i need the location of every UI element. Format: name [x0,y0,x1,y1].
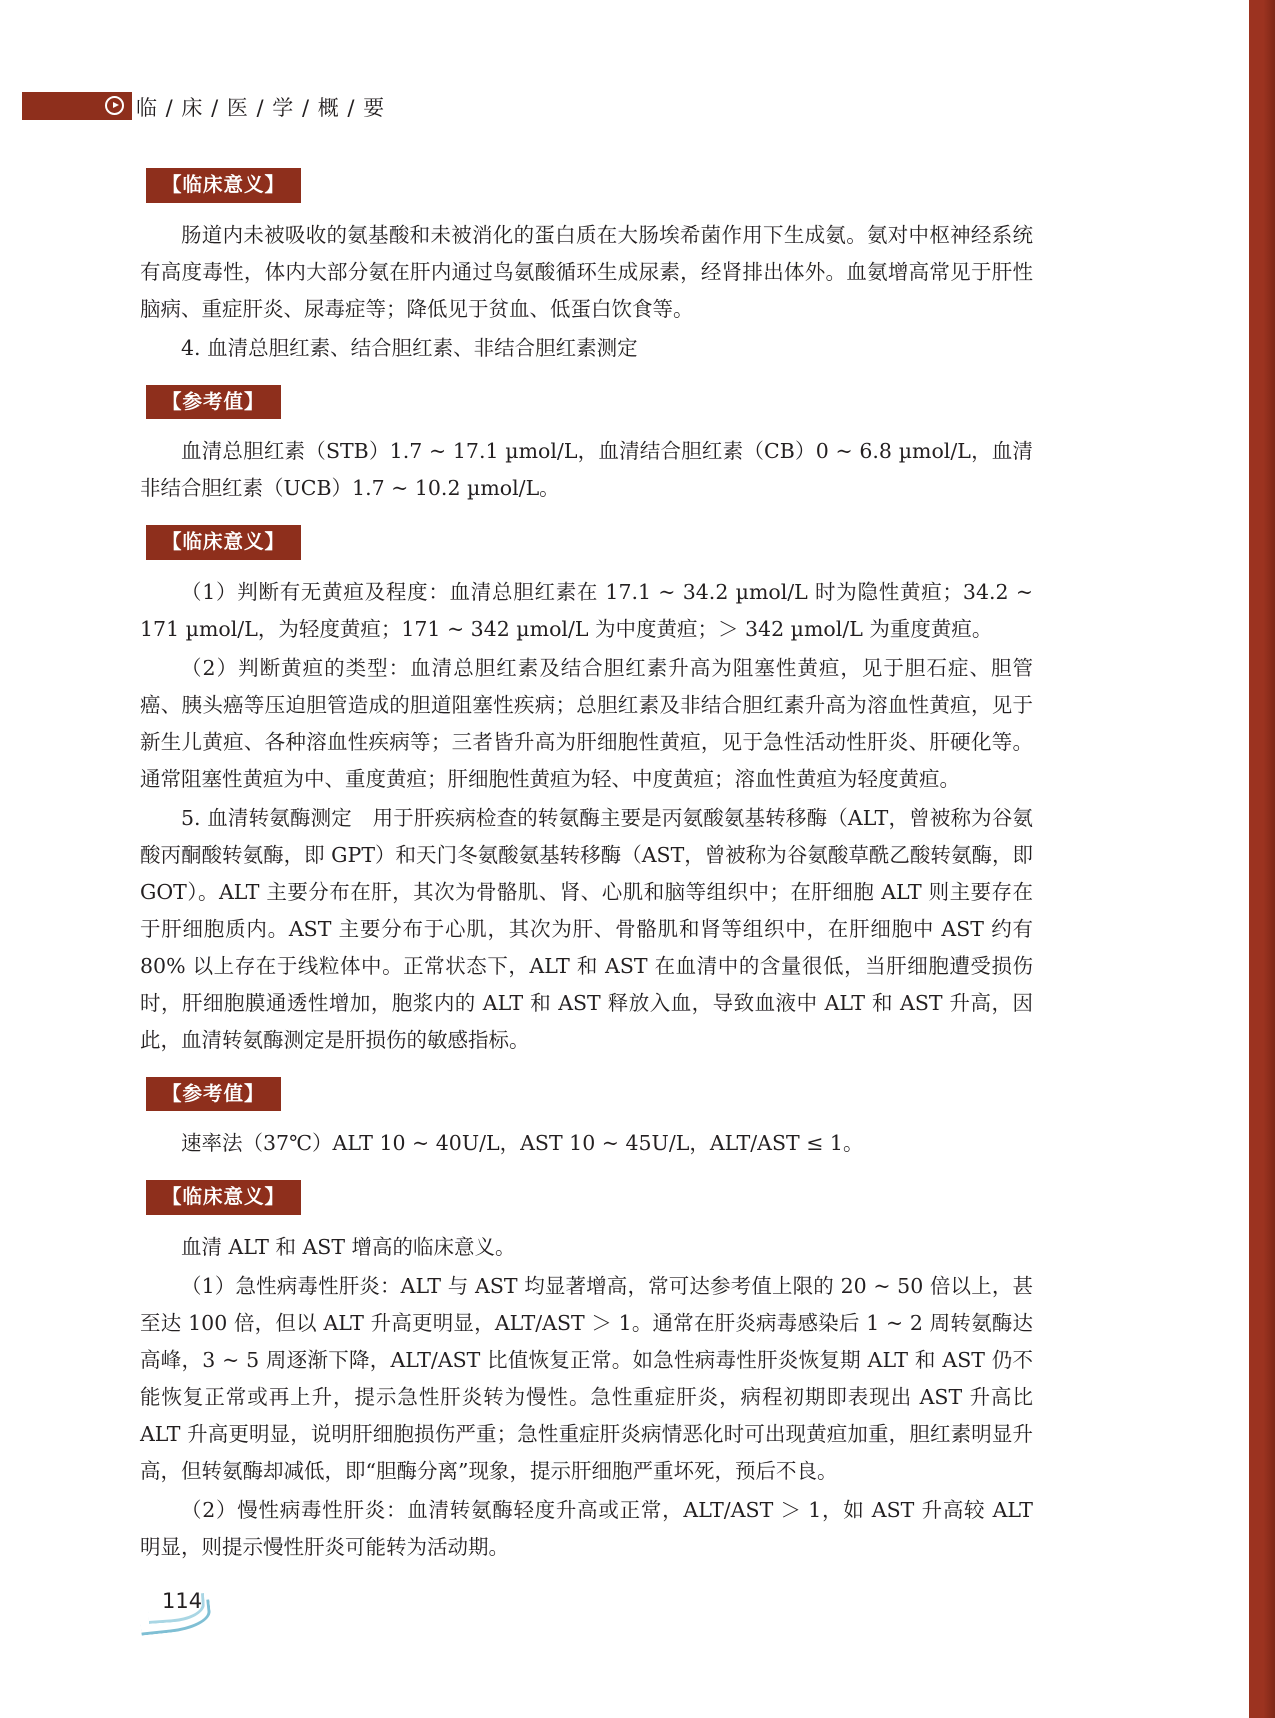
paragraph: （2）慢性病毒性肝炎：血清转氨酶轻度升高或正常，ALT/AST ＞ 1，如 AST 升高较 ALT 明显，则提示慢性肝炎可能转为活动期。 [140,1497,1033,1559]
section-tag-reference-value-1 [146,385,1033,420]
section-tag-label: 【临床意义】 [146,1180,301,1215]
paragraph: （2）判断黄疸的类型：血清总胆红素及结合胆红素升高为阻塞性黄疸，见于胆石症、胆管癌、胰头癌等压迫胆管造成的胆道阻塞性疾病；总胆红素及非结合胆红素升高为溶血性黄疸，见于新生儿黄疸、各种溶血性疾病等；三者皆升高为肝细胞性黄疸，见于急性活动性肝炎、肝硬化等。通常阻塞性黄疸为中、重度黄疸；肝细胞性黄疸为轻、中度黄疸；溶血性黄疸为轻度黄疸。 [140,655,1033,791]
paragraph: 4. 血清总胆红素、结合胆红素、非结合胆红素测定 [181,335,638,360]
paragraph: 5. 血清转氨酶测定 用于肝疾病检查的转氨酶主要是丙氨酸氨基转移酶（ALT，曾被称为谷氨酸丙酮酸转氨酶，即 GPT）和天门冬氨酸氨基转移酶（AST，曾被称为谷氨酸草酰乙酸转氨酶，即 GOT）。ALT 主要分布在肝，其次为骨骼肌、肾、心肌和脑等组织中；在肝细胞 ALT 则主要存在于肝细胞质内。AST 主要分布于心肌，其次为肝、骨骼肌和肾等组织中，在肝细胞中 AST 约有 80% 以上存在于线粒体中。正常状态下，ALT 和 AST 在血清中的含量很低，当肝细胞遭受损伤时，肝细胞膜通透性增加，胞浆内的 ALT 和 AST 释放入血，导致血液中 ALT 和 AST 升高，因此，血清转氨酶测定是肝损伤的敏感指标。 [140,805,1033,1052]
page-footer [140,1585,440,1645]
header-title: 临 / 床 / 医 / 学 / 概 / 要 [136,96,386,120]
section-tag-label: 【参考值】 [146,385,281,420]
section-tag-clinical-significance-2 [146,525,1033,560]
page-content [140,168,1033,1568]
page-number: 114 [162,1589,203,1613]
section-tag-label: 【参考值】 [146,1077,281,1112]
section-tag-reference-value-2 [146,1077,1033,1112]
paragraph: 血清总胆红素（STB）1.7 ~ 17.1 µmol/L，血清结合胆红素（CB）0 ~ 6.8 µmol/L，血清非结合胆红素（UCB）1.7 ~ 10.2 µmol/L。 [140,439,1033,500]
paragraph: 肠道内未被吸收的氨基酸和未被消化的蛋白质在大肠埃希菌作用下生成氨。氨对中枢神经系统有高度毒性，体内大部分氨在肝内通过鸟氨酸循环生成尿素，经肾排出体外。血氨增高常见于肝性脑病、重症肝炎、尿毒症等；降低见于贫血、低蛋白饮食等。 [140,222,1033,321]
paragraph: （1）判断有无黄疸及程度：血清总胆红素在 17.1 ~ 34.2 µmol/L 时为隐性黄疸；34.2 ~ 171 µmol/L，为轻度黄疸；171 ~ 342 µmol/L 为中度黄疸；＞ 342 µmol/L 为重度黄疸。 [140,579,1033,641]
paragraph: （1）急性病毒性肝炎：ALT 与 AST 均显著增高，常可达参考值上限的 20 ~ 50 倍以上，甚至达 100 倍，但以 ALT 升高更明显，ALT/AST ＞ 1。通常在肝炎病毒感染后 1 ~ 2 周转氨酶达高峰，3 ~ 5 周逐渐下降，ALT/AST 比值恢复正常。如急性病毒性肝炎恢复期 ALT 和 AST 仍不能恢复正常或再上升，提示急性肝炎转为慢性。急性重症肝炎，病程初期即表现出 AST 升高比 ALT 升高更明显，说明肝细胞损伤严重；急性重症肝炎病情恶化时可出现黄疸加重，胆红素明显升高，但转氨酶却减低，即“胆酶分离”现象，提示肝细胞严重坏死，预后不良。 [140,1273,1033,1483]
section-tag-label: 【临床意义】 [146,168,301,203]
paragraph: 血清 ALT 和 AST 增高的临床意义。 [181,1234,516,1259]
section-tag-label: 【临床意义】 [146,525,301,560]
section-tag-clinical-significance-3 [146,1180,1033,1215]
arrow-right-circle-icon [105,96,124,115]
page-header [0,92,1249,126]
right-edge-accent-bar [1249,0,1275,1718]
section-tag-clinical-significance-1 [146,168,1033,203]
paragraph: 速率法（37℃）ALT 10 ~ 40U/L，AST 10 ~ 45U/L，ALT/AST ≤ 1。 [181,1131,864,1155]
